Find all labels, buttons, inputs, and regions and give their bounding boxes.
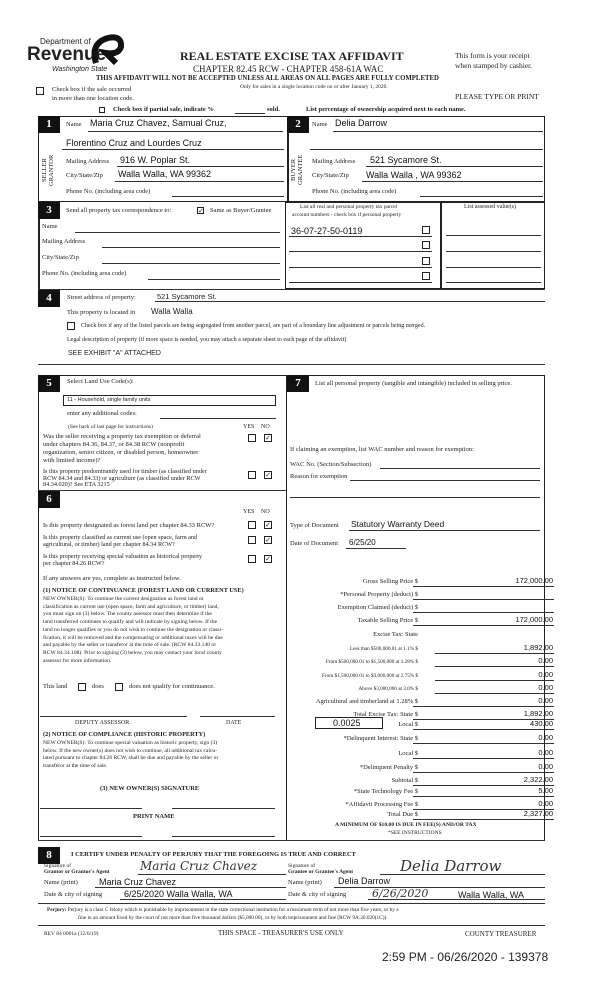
reason-label: Reason for exemption: [290, 473, 348, 480]
q1-line: Was the seller receiving a property tax exemption or deferral: [43, 433, 201, 440]
local-rate-value: 0.0025: [333, 718, 361, 728]
personal-property-checkbox-1[interactable]: [422, 226, 430, 234]
current-use-yes-checkbox[interactable]: [248, 536, 256, 544]
n1-line: land no longer qualifies or you do not wish to continue the designation or classi-: [43, 626, 223, 633]
located-value[interactable]: Walla Walla: [151, 307, 193, 316]
buyer-name-line: [333, 131, 543, 132]
q-line: per chapter 84.26 RCW?: [43, 560, 105, 567]
section-8-number: 8: [38, 847, 60, 864]
seller-mail[interactable]: 916 W. Poplar St.: [120, 155, 191, 165]
section-8-bottom-line: [38, 903, 545, 904]
parcel-line-4[interactable]: [289, 282, 432, 283]
legal-value[interactable]: SEE EXHIBIT "A" ATTACHED: [68, 350, 161, 357]
current-use-question: [43, 534, 197, 548]
tax-row-value[interactable]: 2,327.00: [523, 809, 553, 818]
corr-name-field[interactable]: [75, 232, 280, 233]
does-not-label: does not qualify for continuance.: [129, 683, 215, 690]
personal-property-checkbox-4[interactable]: [422, 272, 430, 280]
partial-percent-field[interactable]: [235, 113, 265, 114]
section-4-number: 4: [38, 290, 60, 307]
compliance-text: [43, 740, 218, 771]
grantor-signature-line: [138, 874, 286, 875]
seller-mail-line: [117, 166, 284, 167]
n2-line: lated pursuant to chapter 84.26 RCW, shall be due and payable by the seller or: [43, 755, 219, 762]
grantor-name[interactable]: Maria Cruz Chavez: [99, 877, 177, 887]
perjury-label: Perjury:: [47, 907, 67, 913]
new-owner-signature-1[interactable]: [40, 808, 142, 809]
does-qualify-checkbox[interactable]: [78, 683, 86, 691]
grantee-signature-label: [288, 863, 353, 875]
tax-row-line: [413, 625, 554, 626]
tax-row-label: Excise Tax: State: [373, 631, 418, 638]
tax-row-value[interactable]: 0.00: [538, 683, 553, 692]
certify-statement: I CERTIFY UNDER PENALTY OF PERJURY THAT THE FOREGOING IS TRUE AND CORRECT: [71, 851, 356, 858]
reason-field[interactable]: [350, 480, 540, 481]
print-name-1[interactable]: [40, 836, 142, 837]
seller-city[interactable]: Walla Walla, WA 99362: [118, 169, 212, 179]
street-line: [155, 301, 545, 302]
label-line: Grantee or Grantee's Agent: [288, 869, 354, 875]
tax-row-line: [413, 612, 554, 613]
seller-city-label: City/State/Zip: [66, 172, 103, 179]
assessed-value-4[interactable]: [446, 282, 541, 283]
tax-row-label: *Personal Property (deduct) $: [340, 591, 418, 598]
tax-row-value[interactable]: 5.00: [538, 786, 553, 795]
corr-mail-field[interactable]: [102, 247, 280, 248]
treasurer-space: THIS SPACE - TREASURER'S USE ONLY: [218, 929, 344, 937]
assessed-value-2[interactable]: [446, 251, 541, 252]
corr-city-label: City/State/Zip: [42, 254, 79, 261]
does-not-qualify-checkbox[interactable]: [115, 683, 123, 691]
tax-row-line: [413, 743, 554, 744]
tax-row-label: Agricultural and timberland at 1.28% $: [315, 698, 418, 705]
exemption-question: [43, 433, 201, 465]
county-treasurer: COUNTY TREASURER: [465, 930, 537, 938]
seller-name-2[interactable]: Florentino Cruz and Lourdes Cruz: [66, 138, 202, 148]
n1-line: fication, it will be removed and the compensating or additional taxes will be due: [43, 634, 223, 641]
continuance-title: (1) NOTICE OF CONTINUANCE (FOREST LAND OR CURRENT USE): [43, 587, 244, 594]
tax-row-line: [413, 819, 554, 820]
n1-line: NEW OWNER(S): To continue the current designation as forest land or: [43, 596, 204, 602]
section-1-number: 1: [38, 116, 60, 133]
new-owner-signature-title: (3) NEW OWNER(S) SIGNATURE: [100, 785, 200, 792]
grantor-signature-label: [44, 863, 110, 875]
section-3-number: 3: [38, 202, 60, 219]
q-line: Is this property classified as current use (open space, farm and: [43, 534, 198, 541]
buyer-name[interactable]: Delia Darrow: [335, 118, 388, 128]
wac-field[interactable]: [380, 468, 540, 469]
multi-location-checkbox[interactable]: [36, 87, 44, 95]
n1-line: classification as current use (open space, farm and agriculture, or timber) land,: [43, 603, 219, 610]
location-note: Only for sales in a single location code on or after January 1, 2020.: [240, 84, 388, 90]
tax-row-value[interactable]: 0.00: [538, 733, 553, 742]
q1-line: with limited income)?: [43, 457, 101, 464]
timber-no-checkbox[interactable]: ✓: [265, 471, 271, 479]
parcel-header-1: List all real and personal property tax parcel: [300, 204, 398, 210]
tax-row-value[interactable]: 430.00: [530, 719, 553, 728]
segregated-label: Check box if any of the listed parcels are being segregated from another parcel, are part of a boundary line adjustment or parcels being merged.: [81, 323, 426, 329]
tax-row-value[interactable]: 0.00: [538, 656, 553, 665]
additional-codes-field[interactable]: [160, 418, 276, 419]
grantor-date-label: Date & city of signing: [44, 891, 103, 898]
partial-sale-label: Check box if partial sale, indicate %: [113, 106, 214, 113]
tax-row-label: Gross Selling Price $: [362, 578, 418, 585]
corr-phone-field[interactable]: [148, 279, 280, 280]
perjury-text-1: Perjury is a class C felony which is punishable by imprisonment in the state correctional institution for a maximum term of not more than five years, or by a: [67, 907, 399, 913]
label-line: Grantor or Grantor's Agent: [44, 869, 110, 875]
perjury-line-1: [47, 907, 399, 913]
send-correspondence-label: Send all property tax correspondence to:: [66, 207, 172, 214]
doc-type-value[interactable]: Statutory Warranty Deed: [351, 519, 445, 529]
perjury-text-2: fine in an amount fixed by the court of not more than five thousand dollars ($5,000.00), or by both imprisonment and fine (RCW 9A.20.020(1C)).: [78, 915, 388, 921]
tax-row-line: [413, 758, 554, 759]
tax-row-line: [413, 772, 554, 773]
tax-row-label: Exemption Claimed (deduct) $: [337, 604, 418, 611]
washington-state: Washington State: [52, 66, 108, 73]
tax-row-line: [435, 666, 554, 667]
tax-row-label: Local $: [398, 721, 418, 728]
deputy-assessor-label: DEPUTY ASSESSOR: [75, 720, 130, 726]
n1-line: RCW 84.34.108). Prior to signing (3) below, you may contact your local county: [43, 649, 222, 656]
corr-city-field[interactable]: [102, 263, 280, 264]
seller-mail-label: Mailing Address: [66, 158, 110, 165]
type-or-print: PLEASE TYPE OR PRINT: [455, 92, 539, 101]
rev-number: REV 84 0001a (12/6/19): [44, 931, 99, 937]
section-8-top-line: [38, 840, 545, 841]
cashier-stamp: 2:59 PM - 06/26/2020 - 139378: [382, 950, 549, 964]
tax-row-value[interactable]: 1,892.00: [523, 709, 553, 718]
grantee-date[interactable]: 6/26/2020: [372, 887, 429, 900]
tax-row-label: From $500,000.01 to $1,500,000 at 1.28% $: [325, 659, 418, 665]
tax-row-line: [413, 599, 554, 600]
tax-row-line: [413, 785, 554, 786]
exemption-no-checkbox[interactable]: ✓: [265, 434, 271, 442]
assessor-date-line[interactable]: [200, 716, 275, 717]
tax-row-label: Local $: [398, 750, 418, 757]
additional-codes-label: enter any additional codes:: [67, 410, 137, 417]
tax-row-value[interactable]: 172,000.00: [515, 615, 553, 624]
q2-line: 84.34.020)? See ETA 3215: [43, 481, 110, 488]
section-7-number: 7: [287, 375, 309, 392]
dor-logo-icon: [88, 33, 124, 67]
tax-row-line: [413, 729, 554, 730]
assessed-header: List assessed value(s): [464, 204, 516, 210]
personal-property-checkbox-3[interactable]: [422, 257, 430, 265]
buyer-mail-label: Mailing Address: [312, 158, 356, 165]
assessed-value-1[interactable]: [446, 235, 541, 236]
forest-question: Is this property designated as forest land per chapter 84.33 RCW?: [43, 522, 215, 529]
tax-row-line: [413, 706, 554, 707]
n1-line: you must sign on (3) below. The county assessor must then determine if the: [43, 611, 212, 618]
form-subtitle: CHAPTER 82.45 RCW - CHAPTER 458-61A WAC: [193, 64, 384, 74]
seller-phone-field[interactable]: [172, 196, 284, 197]
wac-label: WAC No. (Section/Subsection): [290, 461, 372, 468]
seller-phone-label: Phone No. (including area code): [66, 188, 151, 195]
seller-city-line: [115, 181, 284, 182]
s5-yes-header: YES: [243, 424, 255, 430]
street-value[interactable]: 521 Sycamore St.: [157, 292, 217, 301]
doc-date-value[interactable]: 6/25/20: [349, 538, 376, 547]
assessed-value-3[interactable]: [446, 267, 541, 268]
doc-date-line: [346, 548, 406, 549]
timber-yes-checkbox[interactable]: [248, 471, 256, 479]
n1-line: assessor for more information.: [43, 657, 112, 664]
exemption-yes-checkbox[interactable]: [248, 434, 256, 442]
buyer-city[interactable]: Walla Walla , WA 99362: [366, 170, 462, 180]
grantee-name-line: [334, 887, 545, 888]
doc-date-label: Date of Document: [290, 540, 339, 547]
minimum-note: A MINIMUM OF $10.00 IS DUE IN FEE(S) AND/OR TAX: [335, 822, 477, 828]
q1-line: under chapters 84.36, 84.37, or 84.38 RCW (nonprofit: [43, 441, 185, 448]
n2-line: below. If the new owner(s) does not wish to continue, all additional tax calcu-: [43, 747, 218, 754]
deputy-assessor-line[interactable]: [40, 716, 187, 717]
legal-label: Legal description of property (if more space is needed, you may attach a separate sheet to each page of the affidavit): [67, 337, 347, 343]
seller-name-label: Name: [66, 121, 82, 128]
buyer-phone-field[interactable]: [420, 196, 543, 197]
buyer-city-label: City/State/Zip: [312, 172, 349, 179]
tax-row-value[interactable]: 0.00: [538, 762, 553, 771]
compliance-title: (2) NOTICE OF COMPLIANCE (HISTORIC PROPERTY): [43, 731, 206, 738]
buyer-name-label: Name: [312, 121, 328, 128]
parcel-divider: [440, 202, 442, 289]
tax-row-label: Subtotal $: [391, 777, 418, 784]
tax-row-label: Total Due $: [387, 811, 418, 818]
same-as-buyer-label: Same as Buyer/Grantee: [210, 207, 272, 214]
local-rate-box[interactable]: [315, 717, 383, 729]
tax-row-value[interactable]: 0.00: [538, 670, 553, 679]
land-use-select[interactable]: [63, 395, 276, 406]
located-label: This property is located in: [67, 309, 136, 316]
tax-row-value[interactable]: 2,322.00: [523, 775, 553, 784]
buyer-phone-label: Phone No. (including area code): [312, 188, 397, 195]
receipt-note-1: This form is your receipt: [455, 51, 530, 60]
tax-row-value[interactable]: 172,000.00: [515, 576, 553, 585]
tax-row-label: Total Excise Tax: State $: [353, 711, 418, 718]
buyer-name2-line: [310, 149, 543, 150]
parcel-line-3[interactable]: [289, 267, 432, 268]
label-line: Signature of: [44, 863, 72, 869]
q-line: Is this property receiving special valuation as historical property: [43, 553, 203, 560]
doc-type-label: Type of Document: [290, 522, 339, 529]
exemption-claim-label: If claiming an exemption, list WAC number and reason for exemption:: [290, 446, 474, 453]
timber-question: [43, 469, 207, 489]
q-line: agricultural, or timber) land per chapter 84.34 RCW?: [43, 541, 175, 548]
tax-row-line: [413, 586, 554, 587]
parcel-line-1: [289, 236, 432, 237]
doc-type-line: [349, 530, 540, 531]
partial-sale-checkbox[interactable]: [99, 107, 105, 113]
multi-location-label-1: Check box if the sale occurred: [52, 86, 132, 93]
n2-line: transferor at the time of sale.: [43, 763, 108, 770]
receipt-note-2: when stamped by cashier.: [455, 61, 533, 70]
land-use-code: 11 - Household, single family units: [67, 397, 151, 403]
new-owner-signature-2[interactable]: [172, 808, 275, 809]
grantee-city[interactable]: Walla Walla, WA: [458, 890, 525, 900]
tax-row-label: From $1,500,000.01 to $3,000,000 at 2.75% $: [322, 673, 418, 679]
does-label: does: [92, 683, 104, 690]
section-6-top-line: [38, 490, 287, 491]
corr-phone-label: Phone No. (including area code): [42, 270, 127, 277]
tax-row-value[interactable]: 0.00: [538, 799, 553, 808]
historic-question: [43, 553, 202, 567]
personal-property-label: List all personal property (tangible and intangible) included in selling price.: [315, 380, 512, 387]
street-label: Street address of property:: [67, 294, 136, 301]
form-title: REAL ESTATE EXCISE TAX AFFIDAVIT: [180, 49, 404, 63]
personal-property-checkbox-2[interactable]: [422, 241, 430, 249]
buyer-grantee-label: BUYER GRANTEE: [290, 154, 304, 186]
buyer-city-line: [362, 181, 543, 182]
buyer-mail-line: [366, 166, 543, 167]
grantor-name-line: [95, 887, 286, 888]
tax-row-value[interactable]: 0.00: [538, 748, 553, 757]
tax-row-line: [413, 796, 554, 797]
section-4-top-line: [38, 289, 545, 290]
tax-row-label: *Affidavit Processing Fee $: [345, 801, 418, 808]
n2-line: NEW OWNER(S): To continue special valuation as historic property, sign (3): [43, 740, 218, 746]
grantee-date-label: Date & city of signing: [288, 891, 347, 898]
multi-location-label-2: in more than one location code.: [52, 95, 134, 102]
date-label: DATE: [226, 720, 242, 726]
ownership-note: List percentage of ownership acquired next to each name.: [306, 106, 466, 113]
footer-line: [38, 925, 545, 926]
segregated-checkbox[interactable]: [67, 322, 75, 330]
q1-line: organization, senior citizen, or disabled person, homeowner: [43, 449, 199, 456]
section-5-number: 5: [38, 375, 60, 392]
tax-row-label: *Delinquent Penalty $: [359, 764, 418, 771]
print-name-2[interactable]: [172, 836, 275, 837]
revenue-logo-text: Revenue: [27, 44, 107, 65]
historic-yes-checkbox[interactable]: [248, 555, 256, 563]
tax-row-label: Less than $500,000.01 at 1.1% $: [349, 646, 418, 652]
buyer-mail[interactable]: 521 Sycamore St.: [370, 155, 442, 165]
see-back-note: (See back of last page for instructions): [68, 424, 153, 430]
section-2-number: 2: [287, 116, 309, 133]
tax-row-line: [435, 653, 554, 654]
s6-yes-header: YES: [243, 509, 255, 515]
s6-no-header: NO: [261, 509, 270, 515]
seller-grantor-label: SELLER GRANTOR: [41, 154, 55, 186]
completion-warning: THIS AFFIDAVIT WILL NOT BE ACCEPTED UNLESS ALL AREAS ON ALL PAGES ARE FULLY COMPLETED: [96, 75, 439, 82]
land-use-label: Select Land Use Code(s):: [67, 378, 134, 385]
grantee-signature-line: [380, 874, 545, 875]
label-line: Signature of: [288, 863, 316, 869]
print-name-label: PRINT NAME: [133, 813, 175, 820]
continuance-text: [43, 596, 223, 665]
seller-name-line: [88, 131, 283, 132]
historic-no-checkbox[interactable]: ✓: [265, 555, 271, 563]
grantee-date-line: [368, 899, 545, 900]
parcel-line-2[interactable]: [289, 251, 432, 252]
grantee-name-label: Name (print): [288, 879, 322, 886]
grantor-date-city[interactable]: 6/25/2020 Walla Walla, WA: [124, 889, 233, 899]
tax-row-label: *State Technology Fee $: [353, 788, 418, 795]
section-4-bottom-line: [38, 364, 545, 365]
tax-row-value[interactable]: 0.00: [538, 696, 553, 705]
tax-row-label: Above $3,000,000 at 3.0% $: [358, 686, 418, 692]
see-instructions: *SEE INSTRUCTIONS: [388, 830, 442, 836]
q2-line: Is this property predominantly used for timber (as classified under: [43, 468, 207, 475]
this-land-label: This land: [43, 683, 68, 690]
current-use-no-checkbox[interactable]: ✓: [265, 536, 271, 544]
q2-line: RCW 84.34 and 84.33) or agriculture (as classified under RCW: [43, 474, 201, 482]
parcel-header-2: account numbers - check box if personal property: [292, 212, 402, 218]
forest-no-checkbox[interactable]: ✓: [265, 521, 271, 529]
same-as-buyer-checkbox[interactable]: ✓: [198, 207, 204, 215]
corr-name-label: Name: [42, 223, 58, 230]
tax-row-value[interactable]: 1,892.00: [523, 643, 553, 652]
seller-name-1[interactable]: Maria Cruz Chavez, Samual Cruz,: [90, 118, 227, 128]
seller-name2-line: [62, 149, 284, 150]
grantor-date-line: [120, 899, 286, 900]
n1-line: land transferred continues to qualify and will indicate by signing below. If the: [43, 619, 218, 626]
reason-field-2[interactable]: [290, 497, 540, 498]
grantor-signature[interactable]: Maria Cruz Chavez: [140, 859, 258, 873]
grantee-signature[interactable]: Delia Darrow: [400, 857, 502, 875]
s5-no-header: NO: [261, 424, 270, 430]
dept-of: Department of: [40, 37, 91, 46]
grantor-name-label: Name (print): [44, 879, 78, 886]
tax-row-line: [435, 680, 554, 681]
section-6-number: 6: [38, 491, 60, 508]
tax-row-line: [435, 693, 554, 694]
forest-yes-checkbox[interactable]: [248, 521, 256, 529]
sold-label: sold.: [267, 106, 280, 113]
tax-row-label: *Delinquent Interest: State $: [343, 735, 418, 742]
parcel-number-1[interactable]: 36-07-27-50-0119: [291, 226, 363, 236]
tax-row-label: Taxable Selling Price $: [357, 617, 418, 624]
if-yes-note: If any answers are yes, complete as instructed below.: [43, 575, 181, 582]
corr-mail-label: Mailing Address: [42, 238, 86, 245]
grantee-name[interactable]: Delia Darrow: [338, 876, 391, 886]
n1-line: and payable by the seller or transferor at the time of sale. (RCW 84.33.140 or: [43, 642, 217, 649]
